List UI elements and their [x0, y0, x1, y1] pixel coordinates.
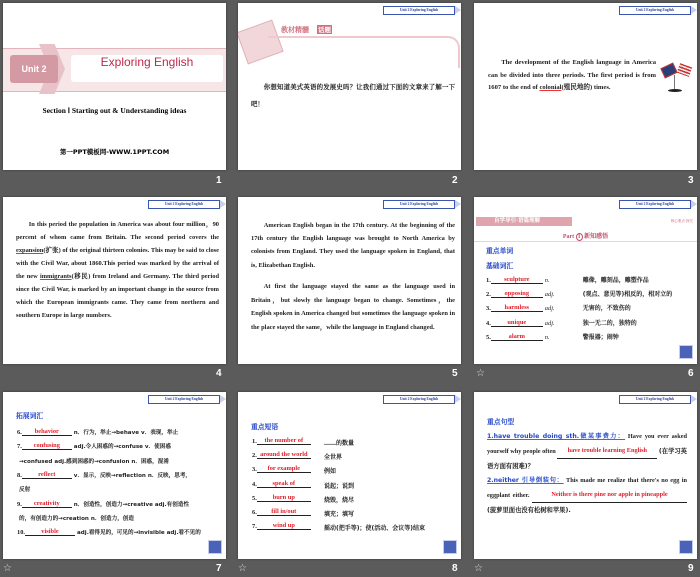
definition: 警报器；闹钟: [582, 333, 619, 341]
definition: (观点、意见等)相反的，相对立的: [582, 291, 673, 299]
pattern-label: 2.neither 引导倒装句：: [487, 477, 564, 484]
slide-thumbnail-4[interactable]: [3, 197, 226, 364]
slide-thumbnail-9[interactable]: [474, 392, 697, 559]
star-icon[interactable]: ☆: [3, 563, 12, 574]
vocab-word: immigrants: [39, 273, 72, 280]
answer: behavior: [22, 428, 72, 436]
item-number: 3.: [252, 466, 257, 474]
definition: 例如: [324, 468, 337, 476]
section-bar-right: 核心要点·探究: [670, 219, 693, 223]
answer: fill in/out: [257, 508, 311, 516]
part-title: 新知感悟: [584, 233, 609, 240]
definition: 摇动(把手等)；使(活动、会议等)结束: [324, 525, 425, 533]
answer: reflect: [22, 471, 72, 479]
item-number: 6.: [252, 509, 257, 516]
unit-badge: Unit 2 Exploring English: [619, 6, 691, 15]
answer: wind up: [257, 522, 311, 530]
item-number: 9.: [17, 500, 22, 508]
definition: 无害的，不致伤的: [582, 305, 631, 313]
definition: 说起；说到: [324, 482, 355, 490]
paragraph: [16, 218, 219, 322]
phrase-row: [252, 451, 343, 462]
vocab-row: [486, 303, 631, 313]
answer: creativity: [22, 500, 72, 508]
section-tag: 话题: [318, 26, 331, 34]
unit-badge: Unit 2 Exploring English: [148, 395, 220, 404]
text: This made me realize that there's no egg in eggplant either.: [487, 477, 687, 499]
phrase-row: [252, 437, 355, 447]
vocab-row: [17, 428, 178, 437]
star-icon[interactable]: ☆: [474, 563, 483, 574]
heading-key-sentences: 重点句型: [487, 418, 515, 426]
slide-thumbnail-8[interactable]: [238, 392, 461, 559]
vocab-row: [486, 332, 619, 342]
answer: unique: [491, 319, 543, 327]
phrase-row: [252, 465, 337, 476]
text: (移民) from Ireland and Germany. The third period since the Civil War, is marked by an important change in the source from which the European immigrants came. They came from northern and southern Europe in large numbers.: [16, 273, 219, 319]
section-bar: 自学导引·语篇理解: [476, 217, 572, 226]
slide-number: 5: [452, 368, 458, 379]
sentence-pattern-1: [487, 430, 687, 475]
part-of-speech: n.: [544, 333, 550, 341]
item-number: 10.: [17, 529, 25, 537]
definition: ……的数量: [324, 440, 355, 447]
slide-thumbnail-2[interactable]: [238, 3, 461, 170]
item-number: 1.: [252, 438, 257, 445]
item-number: 7.: [252, 523, 257, 531]
part-number: 1: [577, 234, 581, 240]
heading-key-phrases: 重点短语: [251, 423, 279, 431]
definition: n．行为，举止→behave v．表现，举止: [73, 430, 179, 436]
site-text: 第一PPT模板网-WWW.1PPT.COM: [59, 148, 170, 156]
slide-number: 2: [452, 175, 458, 186]
definition: 填充；填写: [324, 511, 355, 518]
definition: 全世界: [324, 454, 343, 462]
slide-number: 4: [216, 368, 222, 379]
vocab-row: [17, 500, 189, 509]
star-icon[interactable]: ☆: [476, 368, 485, 379]
vocab-row: [486, 318, 637, 328]
definition: adj.令人困惑的→confuse v．使困惑: [73, 444, 171, 451]
nav-button[interactable]: [679, 540, 693, 554]
pattern-label: 1.have trouble doing sth.做某事费力：: [487, 433, 626, 440]
paragraph: [488, 57, 656, 95]
flags-image: [658, 61, 696, 95]
definition: 雕像，雕刻品，雕塑作品: [582, 277, 649, 284]
vocab-row: [17, 485, 30, 493]
intro-text: 你想知道美式英语的发展史吗？让我们通过下面的文章来了解一下吧！: [251, 83, 455, 108]
vocab-row: [17, 457, 169, 465]
part-label: Part: [562, 234, 575, 240]
part-of-speech: adj.: [544, 305, 555, 313]
answer: speak of: [257, 480, 311, 488]
slide-thumbnail-3[interactable]: [474, 3, 697, 170]
nav-button[interactable]: [679, 345, 693, 359]
vocab-row: [17, 528, 201, 537]
answer: harmless: [491, 304, 543, 312]
text: In this period the population in America was about four million，90 percent of whom came from Britain. The second period covers the: [16, 221, 219, 241]
part-of-speech: adj.: [544, 291, 555, 299]
definition: 反射: [19, 487, 31, 494]
slide-number: 1: [216, 175, 222, 186]
section-header: 教材精髓: [281, 26, 309, 34]
slide-thumbnail-5[interactable]: [238, 197, 461, 364]
item-number: 2.: [486, 291, 491, 299]
nav-button[interactable]: [443, 540, 457, 554]
answer: burn up: [257, 494, 311, 502]
section-title: Section Ⅰ Starting out & Understanding ideas: [42, 106, 187, 115]
item-number: 5.: [252, 494, 257, 502]
vocab-row: [486, 275, 649, 285]
text: (扩张) of the original thirteen colonies. This may be said to close with the Civil War, about 1860.This period was marked by the arrival of the new: [16, 247, 219, 280]
answer: sculpture: [491, 276, 543, 284]
heading-basic-vocab: 基础词汇: [486, 262, 514, 270]
slide-thumbnail-6[interactable]: [474, 197, 697, 364]
definition: n．创造性，创造力→creative adj.有创造性: [73, 501, 190, 508]
answer: alarm: [491, 333, 543, 341]
slide-number: 6: [688, 368, 694, 379]
slide-number: 3: [688, 175, 694, 186]
answer: confusing: [22, 442, 72, 450]
unit-badge: Unit 2 Exploring English: [148, 200, 220, 209]
item-number: 7.: [17, 443, 22, 451]
unit-badge: Unit 2 Exploring English: [383, 6, 455, 15]
header-arc: [268, 36, 460, 68]
slide-number: 9: [688, 563, 694, 574]
definition: 独一无二的，独特的: [582, 319, 637, 327]
vocab-word: colonial: [539, 84, 562, 91]
definition: →confused adj.感到困惑的→confusion n．困惑，混淆: [19, 458, 169, 465]
vocab-word: expansion: [16, 247, 44, 254]
item-number: 2.: [252, 452, 257, 460]
text: (在学习英语方面有困难)？: [487, 447, 687, 470]
text: The development of the English language in America can be divided into three periods. The first period is from 1607 to the end of: [488, 59, 656, 91]
paragraph-2: At first the language stayed the same as the language used in Britain，but slowly the language began to change. Sometimes，the English spoken in America changed but sometimes the language spoken in the place stayed the same，while the language in England changed.: [251, 283, 455, 331]
vocab-row: [17, 514, 134, 522]
item-number: 4.: [252, 480, 257, 488]
answer: have trouble learning English: [557, 444, 657, 460]
part-of-speech: n.: [544, 277, 550, 284]
unit-badge: Unit 2 Exploring English: [619, 395, 691, 404]
answer: Neither is there pine nor apple in pineapple: [532, 488, 687, 504]
phrase-row: [252, 508, 355, 518]
phrase-row: [252, 479, 355, 490]
item-number: 1.: [486, 277, 491, 284]
item-number: 4.: [486, 319, 491, 327]
answer: visible: [25, 528, 75, 536]
item-number: 3.: [486, 305, 491, 313]
answer: the number of: [257, 437, 311, 445]
vocab-row: [486, 289, 672, 299]
part-of-speech: adj.: [544, 319, 555, 327]
slide-thumbnail-7[interactable]: [3, 392, 226, 559]
vocab-row: [17, 442, 171, 451]
definition: 的，有创造力的→creation n．创造力，创造: [19, 515, 134, 522]
sentence-pattern-2: [487, 474, 687, 519]
definition: 烧毁，烧尽: [324, 496, 355, 504]
text: (殖民地的) times.: [561, 84, 611, 91]
unit-label: Unit 2: [10, 55, 58, 83]
answer: opposing: [491, 290, 543, 298]
slide-title: Exploring English: [100, 55, 194, 69]
definition: adj.看得见的，可见的→invisible adj.看不见的: [77, 530, 201, 537]
star-icon[interactable]: ☆: [238, 563, 247, 574]
phrase-row: [252, 493, 355, 504]
item-number: 6.: [17, 429, 22, 436]
text: (菠萝里面也没有松树和苹果).: [487, 507, 571, 514]
answer: around the world: [257, 451, 311, 459]
vocab-row: [17, 471, 191, 480]
slide-number: 7: [216, 563, 222, 574]
heading-extended-vocab: 拓展词汇: [16, 412, 44, 420]
text: Have you ever asked yourself why people often: [487, 433, 688, 455]
unit-badge: Unit 2 Exploring English: [619, 200, 691, 209]
part-heading: [474, 231, 697, 242]
unit-badge: Unit 2 Exploring English: [383, 200, 455, 209]
definition: v．显示，反映→reflection n．反映，思考，: [73, 472, 192, 479]
item-number: 5.: [486, 333, 491, 341]
nav-button[interactable]: [208, 540, 222, 554]
slide-number: 8: [452, 563, 458, 574]
item-number: 8.: [17, 471, 22, 479]
paragraph-1: American English began in the 17th century. At the beginning of the 17th century the English language was brought to North America by colonists from England. They used the language spoken in England, that is, Elizabethan English.: [251, 222, 455, 269]
answer: for example: [257, 465, 311, 473]
heading-key-words: 重点单词: [486, 247, 514, 255]
phrase-row: [252, 522, 425, 533]
unit-badge: Unit 2 Exploring English: [383, 395, 455, 404]
slide-thumbnail-1[interactable]: [3, 3, 226, 170]
